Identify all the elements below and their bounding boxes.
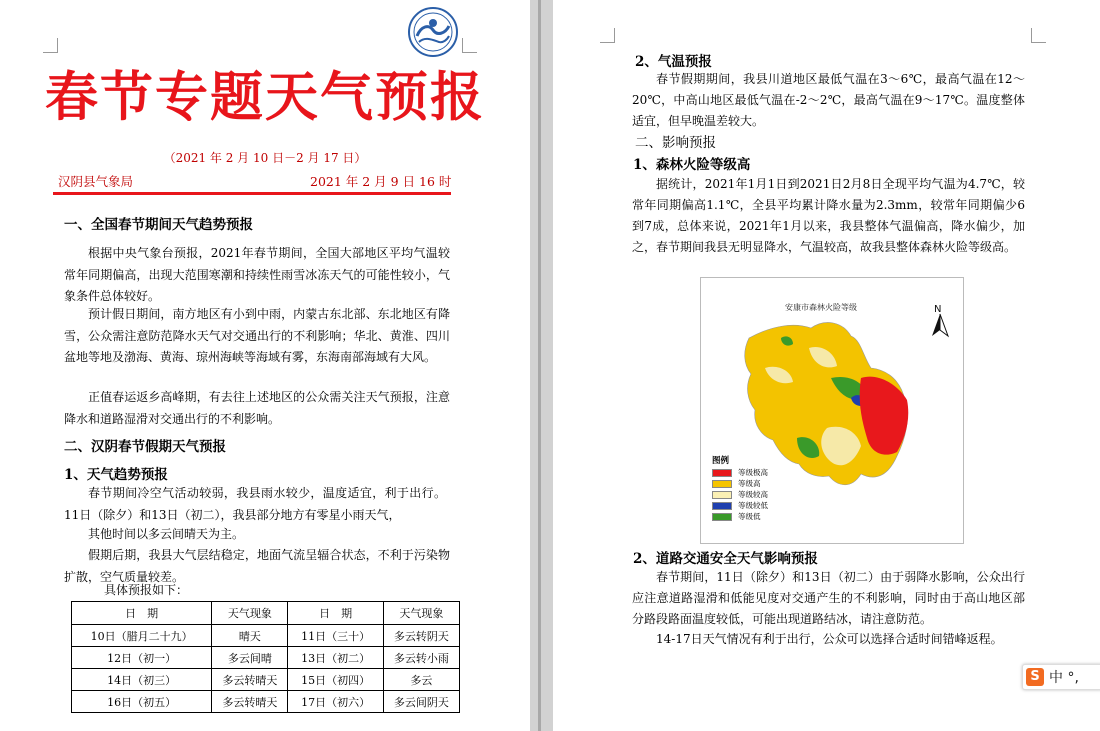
- legend-item: [712, 511, 761, 520]
- legend-item: [712, 478, 761, 487]
- paragraph: 春节期间冷空气活动较弱，我县雨水较少，温度适宜，利于出行。11日（除夕）和13日（初二），我县部分地方有零星小雨天气，: [64, 486, 446, 522]
- table-cell: 多云转小雨: [383, 647, 459, 669]
- meteorological-emblem-icon: [407, 6, 459, 58]
- legend-swatch: [712, 502, 732, 510]
- table-cell: 17日（初六）: [288, 691, 383, 713]
- table-header: 日 期: [288, 602, 383, 625]
- paragraph: 春节期间，11日（除夕）和13日（初二）由于弱降水影响，公众出行应注意道路湿滑和低能见度对交通产生的不利影响，同时由于高山地区部分路段路面温度较低，可能出现道路结冰，请注意防范。: [632, 570, 1025, 626]
- paragraph: 预计假日期间，南方地区有小到中雨，内蒙古东北部、东北地区有降雪，公众需注意防范降水天气对交通出行的不利影响；华北、黄淮、四川盆地等地及渤海、黄海、琼州海峡等海域有雾，东海南部海域有大风。: [64, 307, 450, 364]
- crop-mark: [43, 38, 58, 53]
- table-cell: 10日（腊月二十九）: [72, 625, 212, 647]
- legend-item: [712, 467, 768, 476]
- table-row: [72, 625, 460, 647]
- legend-label: 等级较高: [738, 490, 768, 499]
- legend-item: [712, 489, 768, 498]
- paragraph: 其他时间以多云间晴天为主。: [88, 527, 245, 541]
- table-cell: 12日（初一）: [72, 647, 212, 669]
- table-row: [72, 647, 460, 669]
- forecast-table: [71, 601, 460, 713]
- table-cell: 多云: [383, 669, 459, 691]
- legend-label: 等级高: [738, 479, 761, 488]
- issuer: 汉阴县气象局: [58, 174, 134, 189]
- table-row: [72, 691, 460, 713]
- north-label: N: [934, 304, 942, 315]
- subsection-heading: 2、道路交通安全天气影响预报: [633, 551, 818, 567]
- legend-swatch: [712, 513, 732, 521]
- crop-mark: [1031, 28, 1046, 43]
- ime-toolbar[interactable]: [1022, 664, 1100, 690]
- table-cell: 11日（三十）: [288, 625, 383, 647]
- table-cell: 14日（初三）: [72, 669, 212, 691]
- table-cell: 晴天: [212, 625, 288, 647]
- table-header: 日 期: [72, 602, 212, 625]
- subsection-heading: 1、天气趋势预报: [64, 467, 168, 483]
- subsection-heading: 2、气温预报: [635, 54, 712, 70]
- table-header-row: [72, 602, 460, 625]
- section-heading: 一、全国春节期间天气趋势预报: [64, 217, 253, 233]
- paragraph: 正值春运返乡高峰期，有去往上述地区的公众需关注天气预报，注意降水和道路湿滑对交通出行的不利影响。: [64, 390, 450, 426]
- page-gap: [530, 0, 553, 731]
- table-header: 天气现象: [212, 602, 288, 625]
- ime-mode-indicator[interactable]: 中 °,: [1049, 670, 1079, 686]
- table-cell: 多云转晴天: [212, 669, 288, 691]
- legend-label: 等级较低: [738, 501, 768, 510]
- paragraph: 14-17日天气情况有利于出行，公众可以选择合适时间错峰返程。: [656, 632, 1003, 646]
- table-cell: 13日（初二）: [288, 647, 383, 669]
- map-title: 安康市森林火险等级: [785, 303, 857, 312]
- table-cell: 16日（初五）: [72, 691, 212, 713]
- legend-label: 等级低: [738, 512, 761, 521]
- fire-risk-map: [700, 277, 964, 544]
- paragraph: 据统计，2021年1月1日到2021日2月8日全现平均气温为4.7℃，较常年同期偏高1.1℃，全县平均累计降水量为2.3mm，较常年同期偏少6到7成，总体来说，2021年1月以来，我县整体气温偏高，降水偏少，加之，春节期间我县无明显降水，气温较高，故我县整体森林火险等级高。: [632, 177, 1025, 254]
- legend-title: 图例: [712, 456, 730, 466]
- paragraph: 假期后期，我县大气层结稳定，地面气流呈辐合状态，不利于污染物扩散，空气质量较差。: [64, 548, 450, 584]
- subsection-heading: 1、森林火险等级高: [633, 157, 751, 173]
- paragraph: 根据中央气象台预报，2021年春节期间，全国大部地区平均气温较常年同期偏高，出现大范围寒潮和持续性雨雪冰冻天气的可能性较小，气象条件总体较好。: [64, 246, 450, 303]
- legend-item: [712, 500, 768, 509]
- paragraph: 春节假期期间，我县川道地区最低气温在3～6℃，最高气温在12～20℃，中高山地区最低气温在-2～2℃，最高气温在9～17℃。温度整体适宜，但早晚温差较大。: [632, 72, 1025, 128]
- table-header: 天气现象: [383, 602, 459, 625]
- header-divider: [53, 192, 451, 195]
- document-page-left: [0, 0, 530, 731]
- table-cell: 多云间阴天: [383, 691, 459, 713]
- legend-label: 等级极高: [738, 468, 768, 477]
- page-separator: [538, 0, 541, 731]
- table-cell: 15日（初四）: [288, 669, 383, 691]
- document-title: 春节专题天气预报: [45, 66, 485, 128]
- date-range: （2021 年 2 月 10 日－2 月 17 日）: [163, 151, 367, 165]
- table-row: [72, 669, 460, 691]
- section-heading: 二、影响预报: [635, 135, 716, 151]
- table-cell: 多云间晴: [212, 647, 288, 669]
- issue-time: 2021 年 2 月 9 日 16 时: [310, 174, 452, 189]
- section-heading: 二、汉阴春节假期天气预报: [64, 439, 226, 455]
- table-cell: 多云转晴天: [212, 691, 288, 713]
- legend-swatch: [712, 469, 732, 477]
- table-intro: 具体预报如下：: [104, 583, 189, 597]
- crop-mark: [462, 38, 477, 53]
- ime-logo-icon[interactable]: S: [1026, 668, 1044, 686]
- table-cell: 多云转阴天: [383, 625, 459, 647]
- legend-swatch: [712, 480, 732, 488]
- legend-swatch: [712, 491, 732, 499]
- crop-mark: [600, 28, 615, 43]
